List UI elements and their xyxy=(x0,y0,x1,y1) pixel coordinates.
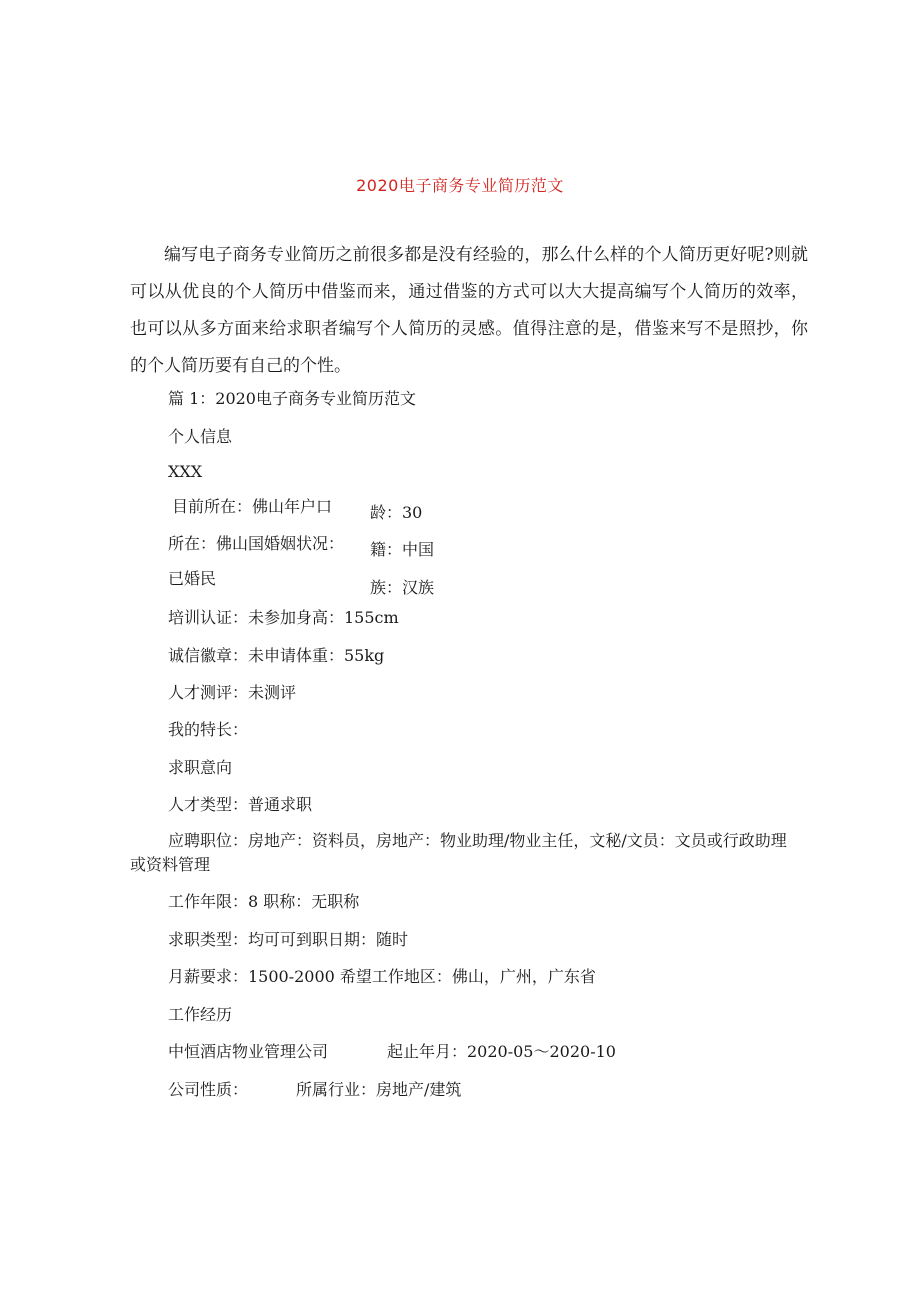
candidate-name: XXX xyxy=(168,462,203,481)
job-type-start-date: 求职类型：均可可到职日期：随时 xyxy=(168,930,409,949)
training-height: 培训认证：未参加身高：155cm xyxy=(168,608,399,627)
talent-type: 人才类型：普通求职 xyxy=(168,795,313,814)
employment-period: 起止年月：2020-05～2020-10 xyxy=(387,1042,616,1061)
section-personal-info: 个人信息 xyxy=(168,427,233,446)
work-years-title: 工作年限：8 职称：无职称 xyxy=(168,892,360,911)
chapter-heading: 篇 1：2020电子商务专业简历范文 xyxy=(168,389,416,408)
age-field: 龄：30 xyxy=(370,503,423,522)
nationality-field: 籍：中国 xyxy=(370,540,435,559)
company-nature: 公司性质： xyxy=(168,1080,249,1099)
industry: 所属行业：房地产/建筑 xyxy=(296,1080,462,1099)
intro-paragraph: 编写电子商务专业简历之前很多都是没有经验的，那么什么样的个人简历更好呢?则就可以从优良的个人简历中借鉴而来，通过借鉴的方式可以大大提高编写个人简历的效率，也可以从多方面来给求职者编写个人简历的灵感。值得注意的是，借鉴来写不是照抄，你的个人简历要有自己的个性。 xyxy=(130,245,808,376)
company-name: 中恒酒店物业管理公司 xyxy=(168,1042,329,1061)
marital-status: 已婚民 xyxy=(168,569,217,588)
ethnicity-field: 族：汉族 xyxy=(370,578,435,597)
specialty: 我的特长： xyxy=(168,720,249,739)
credit-weight: 诚信徽章：未申请体重：55kg xyxy=(168,646,385,665)
talent-evaluation: 人才测评：未测评 xyxy=(168,683,297,702)
applied-position: 应聘职位：房地产：资料员，房地产：物业助理/物业主任，文秘/文员：文员或行政助理或资料管理 xyxy=(130,831,787,874)
document-title: 2020电子商务专业简历范文 xyxy=(356,176,564,195)
current-location: 目前所在：佛山年户口 xyxy=(172,497,333,516)
salary-location: 月薪要求：1500-2000 希望工作地区：佛山，广州，广东省 xyxy=(168,967,596,986)
section-job-intent: 求职意向 xyxy=(168,758,233,777)
location-marital: 所在：佛山国婚姻状况： xyxy=(168,534,345,553)
section-work-experience: 工作经历 xyxy=(168,1005,233,1024)
